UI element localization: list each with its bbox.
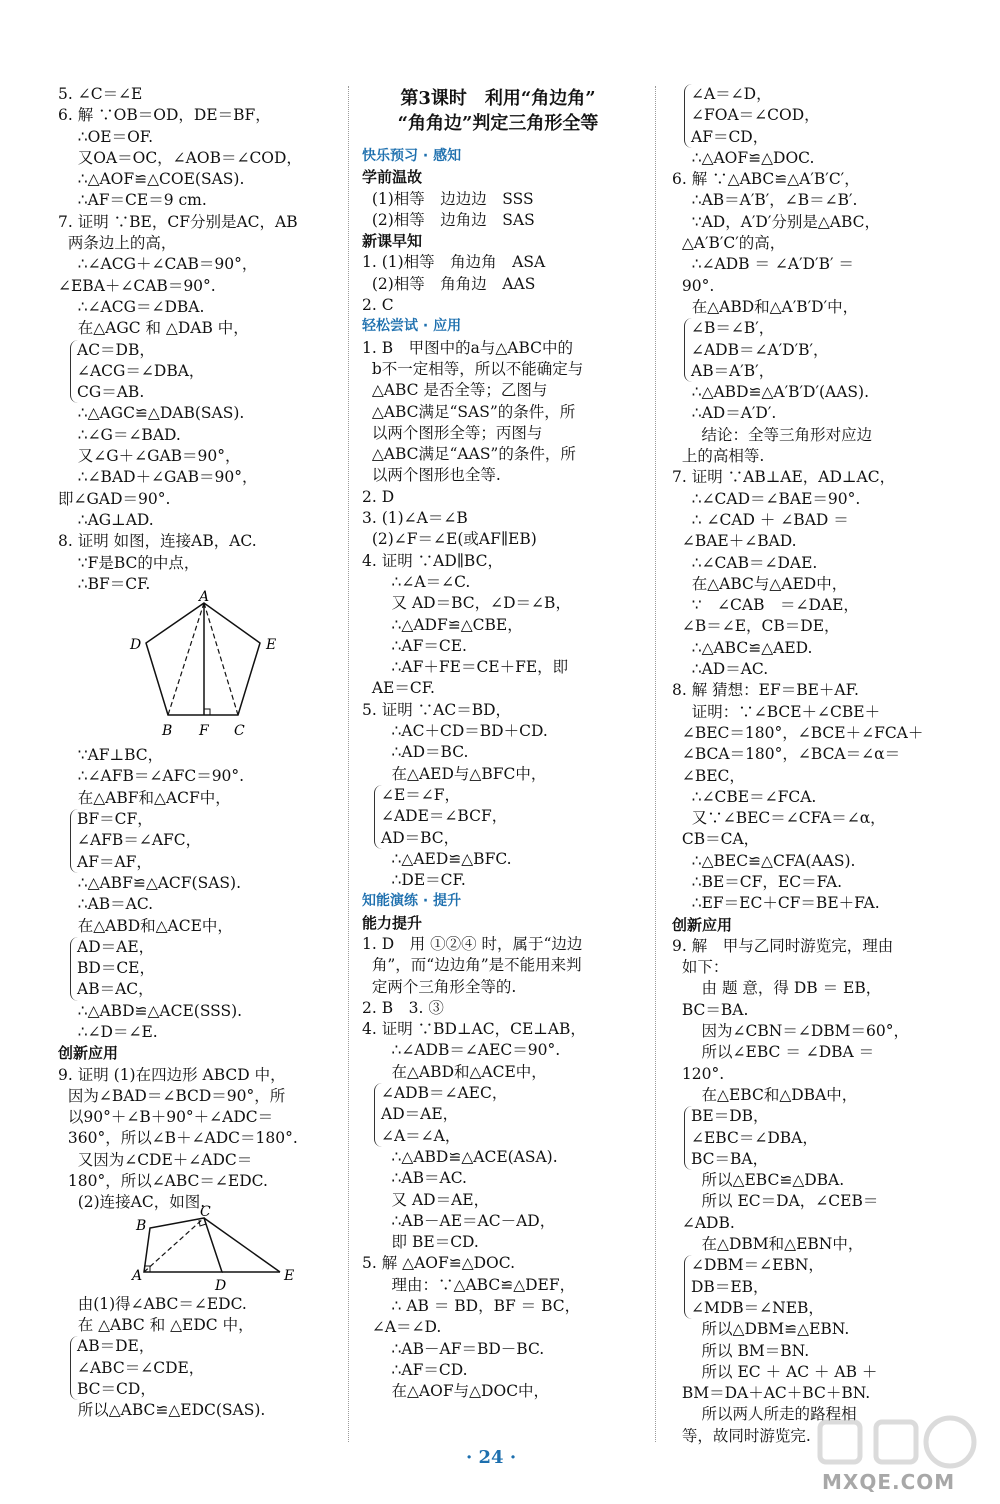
text-line: (2)∠F＝∠E(或AF∥EB) [362,530,537,549]
text-line: ∴△ABC≌△AED. [672,638,813,657]
text-line: 因为∠BAD＝∠BCD＝90°，所 [58,1086,286,1105]
text-line: (2)相等 边角边 SAS [362,210,535,229]
text-line: 所以△ABC≌△EDC(SAS). [58,1401,266,1420]
text-line: 在△AGC 和 △DAB 中， [58,319,249,338]
text-line: ∠EBA＋∠CAB＝90°. [58,276,216,295]
text-line: 以两个图形全等；丙图与 [362,423,543,442]
text-line: AD＝AE， [381,1105,459,1124]
text-line: ∴△AOF≌△COE(SAS). [58,170,245,189]
text-line: ∵AF⊥BC， [58,746,164,765]
text-line: 5. ∠C＝∠E [58,85,143,103]
text-line: 所以两人所走的路程相 [672,1405,857,1424]
text-line: b不一定相等，所以不能确定与 [362,359,584,378]
text-line: ∠DBM＝∠EBN， [691,1256,824,1275]
text-line: 两条边上的高， [58,234,177,253]
text-line: ∴ ∠CAD ＋ ∠BAD ＝ [672,510,849,529]
text-line: ∴△ABF≌△ACF(SAS). [58,873,241,892]
text-line: 7. 证明 ∵AB⊥AE，AD⊥AC， [672,468,896,487]
text-line: 在△AED与△BFC中， [362,764,547,783]
text-line: ∴AF＋FE＝CE＋FE，即 [362,658,569,677]
text-line: AB＝A′B′， [691,361,775,380]
text-line: 证明：∵∠BCE＋∠CBE＋ [672,702,881,721]
page-number: · 24 · [466,1447,517,1468]
text-line: ∠A＝∠A， [381,1126,461,1145]
text-line: 以90°＋∠B＋90°＋∠ADC＝ [58,1108,274,1127]
text-line: ∴AD＝BC. [362,743,469,762]
text-line: AE＝CF. [362,679,435,698]
text-line: 360°，所以∠B＋∠ADC＝180°. [58,1129,298,1148]
text-line: 6. 解 ∵OB＝OD，DE＝BF， [58,106,271,125]
text-line: 在△ABF和△ACF中， [58,788,231,807]
text-line: △ABC满足“AAS”的条件，所 [362,445,576,464]
text-line: ∴AD＝A′D′. [672,404,777,423]
text-line: AB＝AC， [77,980,154,999]
text-line: ∠BAE＋∠BAD. [672,532,797,551]
text-line: 又因为∠CDE＋∠ADC＝ [58,1150,253,1169]
text-line: ∠ADB＝∠AEC， [381,1084,508,1103]
text-line: ∠B＝∠B′， [691,319,775,338]
text-line: ∴AB－AE＝AC－AD， [362,1211,556,1230]
text-line: 由 题 意，得 DB ＝ EB， [672,979,882,998]
equation-system [684,1106,944,1170]
text-line: AD＝BC， [381,828,460,847]
equation-system [70,809,338,873]
watermark-text: MXQE.COM [822,1470,956,1494]
text-line: 1. (1)相等 角边角 ASA [362,253,546,272]
text-line: ∴AD＝AC. [672,660,769,679]
text-line: ∴AB＝AC. [362,1169,467,1188]
text-line: 所以 EC ＋ AC ＋ AB ＋ [672,1362,878,1381]
text-line: ∠FOA＝∠COD， [691,106,820,125]
text-line: ∴△BEC≌△CFA(AAS). [672,851,856,870]
text-line: AD＝AE， [77,937,155,956]
text-line: BD＝CE， [77,959,155,978]
text-line: AC＝DB， [77,340,155,359]
text-line: ∠EBC＝∠DBA， [691,1128,818,1147]
label-A: A [132,1267,143,1284]
text-line: ∠ACG＝∠DBA， [77,361,205,380]
column-divider-2 [655,86,656,1442]
text-line: ∵F是BC的中点， [58,553,200,572]
text-line: ∴∠CBE＝∠FCA. [672,787,817,806]
text-line: 在△ABD和△ACE中， [58,916,233,935]
text-line: 3. (1)∠A＝∠B [362,509,468,528]
text-line: △A′B′C′的高， [672,234,786,253]
text-line: ∠A＝∠D， [691,85,772,103]
column-3 [672,84,944,1447]
subsection-heading: 学前温故 [362,168,423,187]
text-line: 在△ABD和△A′B′D′中， [672,297,859,316]
quadrilateral-figure [58,1203,338,1294]
label-A: A [199,589,210,606]
equation-system [684,318,944,382]
text-line: ∴AC＋CD＝BD＋CD. [362,722,548,741]
label-E: E [266,637,277,654]
text-line: 所以△DBM≌△EBN. [672,1320,850,1339]
text-line: 6. 解 ∵△ABC≌△A′B′C′， [672,170,860,189]
text-line: (1)相等 边边边 SSS [362,189,534,208]
text-line: 又 AD＝AE， [362,1190,490,1209]
equation-system [374,785,634,849]
text-line: 上的高相等. [672,447,765,466]
column-divider-1 [348,86,349,1442]
text-line: ∴AB－AF＝BD－BC. [362,1339,545,1358]
text-line: 即 BE＝CD. [362,1233,479,1252]
text-line: BM＝DA＋AC＋BC＋BN. [672,1384,871,1403]
text-line: 在△EBC和△DBA中， [672,1085,858,1104]
text-line: 所以∠EBC ＝ ∠DBA ＝ [672,1043,875,1062]
text-line: 又∵∠BEC＝∠CFA＝∠α， [672,809,886,828]
equation-system [374,1083,634,1147]
text-line: ∵AD，A′D′分别是△ABC， [672,212,881,231]
text-line: 在 △ABC 和 △EDC 中， [58,1315,254,1334]
text-line: ∴EF＝EC＋CF＝BE＋FA. [672,894,880,913]
label-D: D [215,1277,227,1294]
text-line: 由(1)得∠ABC＝∠EDC. [58,1294,247,1313]
text-line: 如下： [672,958,729,977]
equation-system [684,1255,944,1319]
text-line: 角”，而“边边角”是不能用来判 [362,956,582,975]
text-line: 定两个三角形全等的. [362,977,517,996]
text-line: ∴ AB ＝ BD，BF ＝ BC， [362,1297,581,1316]
text-line: AF＝AF， [77,852,152,871]
text-line: ∠E＝∠F， [381,785,461,804]
label-D: D [130,637,142,654]
text-line: 以两个图形也全等. [362,466,501,485]
text-line: 理由：∵△ABC≌△DEF， [362,1275,576,1294]
lesson-title: 第3课时 利用“角边角” “角角边”判定三角形全等 [397,88,599,134]
text-line: AF＝CD， [691,127,769,146]
text-line: 2. D [362,487,395,506]
text-line: ∠ABC＝∠CDE， [77,1358,205,1377]
text-line: ∴△ABD≌△ACE(ASA). [362,1147,558,1166]
text-line: ∴∠CAD＝∠BAE＝90°. [672,489,861,508]
text-line: ∠ADE＝∠BCF， [381,807,508,826]
text-line: 4. 证明 ∵AD∥BC， [362,551,503,570]
text-line: ∴∠G＝∠BAD. [58,425,181,444]
text-line: 5. 解 △AOF≌△DOC. [362,1254,515,1273]
text-line: 5. 证明 ∵AC＝BD， [362,700,512,719]
text-line: 所以 EC＝DA，∠CEB＝ [672,1192,879,1211]
text-line: ∴∠ACG＋∠CAB＝90°， [58,255,258,274]
text-line: 8. 证明 如图，连接AB，AC. [58,532,257,551]
text-line: ∴∠ADB＝∠AEC＝90°. [362,1041,561,1060]
label-B: B [162,723,173,740]
text-line: 9. 解 甲与乙同时游览完，理由 [672,936,894,955]
text-line: ∠ADB. [672,1213,735,1232]
text-line: 等，故同时游览完. [672,1426,811,1445]
text-line: ∴∠CAB＝∠DAE. [672,553,818,572]
text-line: BC＝CD， [77,1379,156,1398]
text-line: ∠A＝∠D. [362,1318,442,1337]
text-line: 2. C [362,296,394,315]
text-line: 因为∠CBN＝∠DBM＝60°， [672,1022,910,1041]
text-line: 9. 证明 (1)在四边形 ABCD 中， [58,1065,286,1084]
label-B: B [136,1217,147,1234]
text-line: 所以△EBC≌△DBA. [672,1171,845,1190]
equation-system [684,84,944,148]
text-line: ∴AF＝CE. [362,636,467,655]
text-line: ∴OE＝OF. [58,127,154,146]
text-line: 在△AOF与△DOC中， [362,1382,550,1401]
label-E: E [284,1267,295,1284]
text-line: ∴AG⊥AD. [58,510,154,529]
text-line: BE＝DB， [691,1107,769,1126]
text-line: 结论：全等三角形对应边 [672,425,873,444]
text-line: ∴AF＝CD. [362,1360,468,1379]
text-line: 4. 证明 ∵BD⊥AC，CE⊥AB， [362,1020,586,1039]
text-line: CG＝AB. [77,383,145,402]
text-line: BC＝BA， [691,1149,769,1168]
text-line: △ABC 是否全等；乙图与 [362,381,548,400]
text-line: ∴∠ADB ＝ ∠A′D′B′ ＝ [672,255,854,274]
text-line: BC＝BA. [672,1000,749,1019]
text-line: 8. 解 猜想：EF＝BE＋AF. [672,681,859,700]
text-line: DB＝EB， [691,1277,769,1296]
section-heading: 轻松尝试 · 应用 [362,318,462,335]
text-line: BF＝CF， [77,810,153,829]
text-line: 在△ABC与△AED中， [672,574,848,593]
equation-system [70,937,338,1001]
pentagon-figure [58,589,338,745]
label-C: C [234,723,245,740]
text-line: ∴∠D＝∠E. [58,1022,158,1041]
text-line: ∴△AOF≌△DOC. [672,148,815,167]
text-line: ∠B＝∠E，CB＝DE， [672,617,840,636]
text-line: ∵ ∠CAB ＝∠DAE， [672,596,859,615]
text-line: ∠AFB＝∠AFC， [77,831,202,850]
text-line: ∴△ABD≌△A′B′D′(AAS). [672,383,870,402]
equation-system [70,340,338,404]
text-line: 又∠G＋∠GAB＝90°， [58,447,241,466]
text-line: 又 AD＝BC，∠D＝∠B， [362,594,571,613]
section-heading: 创新应用 [672,915,733,934]
text-line: ∴AB＝AC. [58,895,154,914]
text-line: 所以 BM＝BN. [672,1341,810,1360]
text-line: ∠BEC＝180°，∠BCE＋∠FCA＋ [672,723,924,742]
section-heading: 快乐预习 · 感知 [362,148,462,164]
section-heading: 知能演练 · 提升 [362,893,462,910]
text-line: 又OA＝OC，∠AOB＝∠COD， [58,148,302,167]
text-line: 在△DBM和△EBN中， [672,1235,864,1254]
text-line: ∴AB＝A′B′，∠B＝∠B′. [672,191,858,210]
text-line: 2. B 3. ③ [362,998,444,1017]
section-heading: 创新应用 [58,1044,119,1063]
text-line: ∴∠ACG＝∠DBA. [58,297,205,316]
text-line: 1. B 甲图中的a与△ABC中的 [362,338,573,357]
text-line: ∴AF＝CE＝9 cm. [58,191,207,210]
text-line: ∴△AGC≌△DAB(SAS). [58,404,245,423]
text-line: 1. D 用 ①②④ 时，属于“边边 [362,934,583,953]
text-line: ∴∠AFB＝∠AFC＝90°. [58,767,245,786]
text-line: ∴△ABD≌△ACE(SSS). [58,1001,243,1020]
text-line: ∠BCA＝180°，∠BCA＝∠α＝ [672,745,901,764]
text-line: (2)连接AC，如图. [58,1193,206,1212]
text-line: 90°. [672,276,715,295]
text-line: 即∠GAD＝90°. [58,489,171,508]
text-line: AB＝DE， [77,1337,155,1356]
equation-system [70,1336,338,1400]
text-line: ∴∠A＝∠C. [362,572,471,591]
text-line: ∴DE＝CF. [362,871,466,890]
subsection-heading: 能力提升 [362,913,423,932]
text-line: CB＝CA， [672,830,760,849]
text-line: 在△ABD和△ACE中， [362,1062,547,1081]
text-line: ∴BE＝CF，EC＝FA. [672,872,843,891]
text-line: ∴BF＝CF. [58,574,151,593]
text-line: 7. 证明 ∵BE，CF分别是AC，AB [58,212,298,231]
text-line: ∠ADB＝∠A′D′B′， [691,340,829,359]
text-line: ∠BEC， [672,766,745,785]
text-line: ∴△ADF≌△CBE， [362,615,523,634]
text-line: ∠MDB＝∠NEB， [691,1298,824,1317]
subsection-heading: 新课早知 [362,232,423,251]
text-line: ∴△AED≌△BFC. [362,849,512,868]
text-line: (2)相等 角角边 AAS [362,274,536,293]
label-F: F [199,723,209,740]
text-line: 120°. [672,1064,725,1083]
column-2 [362,84,634,1403]
column-1 [58,84,338,1421]
text-line: △ABC满足“SAS”的条件，所 [362,402,576,421]
text-line: ∴∠BAD＋∠GAB＝90°， [58,468,258,487]
text-line: 180°，所以∠ABC＝∠EDC. [58,1172,268,1191]
label-C: C [200,1203,211,1220]
